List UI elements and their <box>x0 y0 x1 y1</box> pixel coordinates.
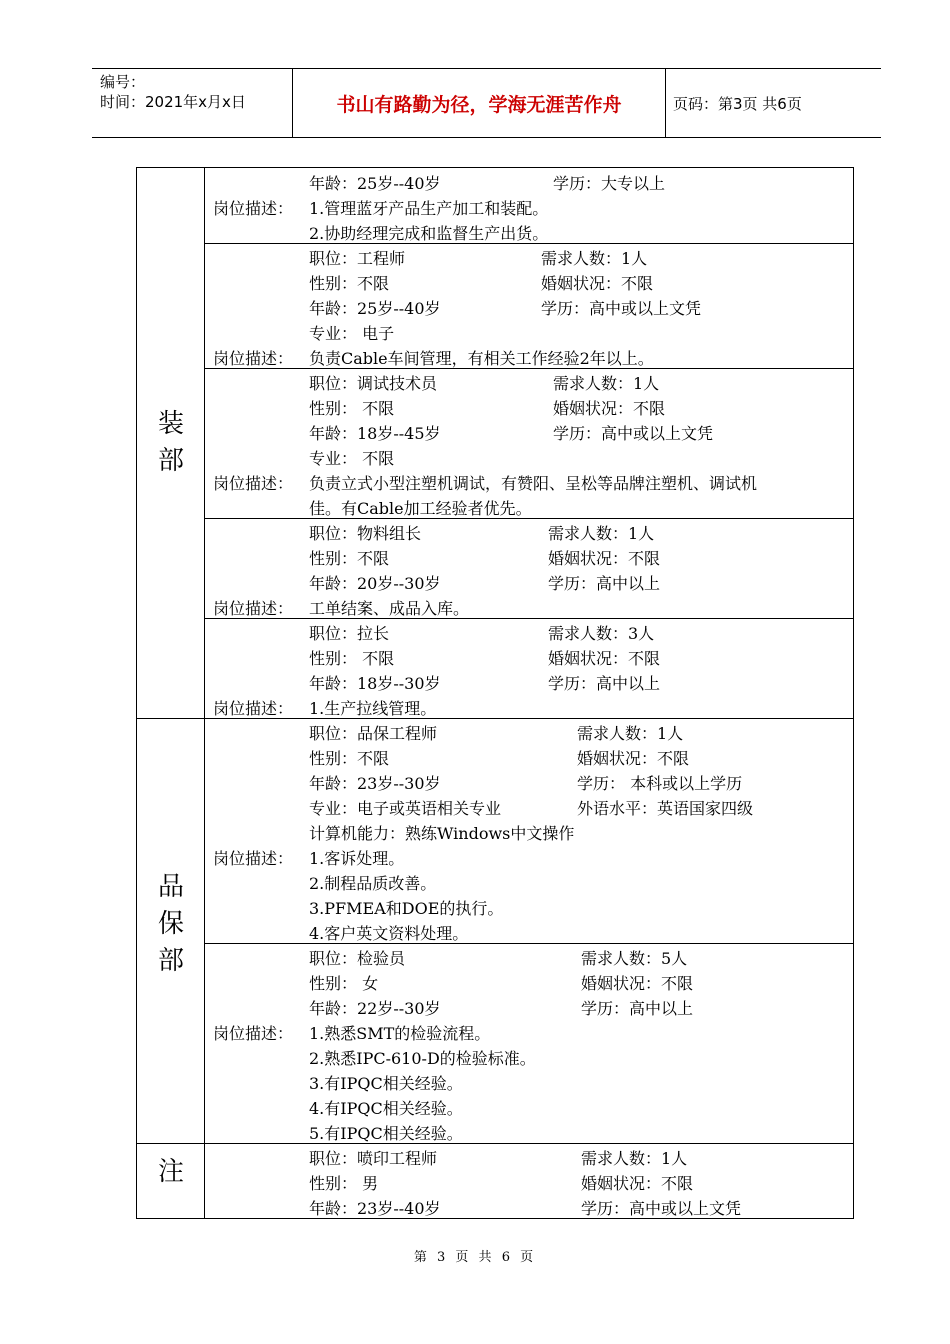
description-label: 岗位描述： <box>213 599 294 618</box>
field-text-right: 学历：高中以上 <box>548 574 661 593</box>
job-table <box>136 167 854 1219</box>
department-name-char: 保 <box>157 909 184 939</box>
field-text-right: 学历：大专以上 <box>553 174 666 193</box>
field-text: 2.制程品质改善。 <box>309 874 437 893</box>
page-number: 页码：第3页 共6页 <box>673 94 802 113</box>
description-label: 岗位描述： <box>213 1024 294 1043</box>
field-text: 年龄：25岁--40岁 <box>309 299 441 318</box>
field-text-right: 婚姻状况：不限 <box>581 974 694 993</box>
field-text-right: 学历： 本科或以上学历 <box>577 774 743 793</box>
field-text: 1.熟悉SMT的检验流程。 <box>309 1024 491 1043</box>
field-text: 5.有IPQC相关经验。 <box>309 1124 463 1143</box>
field-text: 年龄：22岁--30岁 <box>309 999 441 1018</box>
field-text-right: 需求人数：5人 <box>581 949 688 968</box>
field-text: 职位：品保工程师 <box>309 724 438 743</box>
field-text-right: 需求人数：3人 <box>548 624 655 643</box>
field-text: 计算机能力：熟练Windows中文操作 <box>309 824 575 843</box>
field-text-right: 婚姻状况：不限 <box>577 749 690 768</box>
field-text: 性别： 不限 <box>309 649 395 668</box>
field-text: 1.客诉处理。 <box>309 849 405 868</box>
code-label: 编号： <box>100 73 146 91</box>
field-text: 职位：喷印工程师 <box>309 1149 438 1168</box>
field-text-right: 学历：高中或以上文凭 <box>581 1199 742 1218</box>
field-text-right: 外语水平：英语国家四级 <box>577 799 754 818</box>
field-text: 性别： 女 <box>309 974 379 993</box>
header-motto-cell <box>292 69 666 137</box>
field-text: 4.客户英文资料处理。 <box>309 924 469 943</box>
field-text-right: 需求人数：1人 <box>548 524 655 543</box>
department-name-char: 品 <box>157 872 184 902</box>
field-text-right: 婚姻状况：不限 <box>581 1174 694 1193</box>
description-label: 岗位描述： <box>213 199 294 218</box>
row-divider <box>204 943 853 944</box>
time-label: 时间：2021年x月x日 <box>100 93 246 111</box>
department-name-char: 注 <box>157 1157 184 1187</box>
department-name-char: 部 <box>157 946 184 976</box>
field-text: 年龄：23岁--30岁 <box>309 774 441 793</box>
field-text-right: 需求人数：1人 <box>553 374 660 393</box>
header-meta <box>92 69 292 137</box>
field-text: 年龄：25岁--40岁 <box>309 174 441 193</box>
page-footer: 第 3 页 共 6 页 <box>413 1250 537 1265</box>
description-label: 岗位描述： <box>213 349 294 368</box>
field-text: 3.有IPQC相关经验。 <box>309 1074 463 1093</box>
field-text: 年龄：18岁--45岁 <box>309 424 441 443</box>
field-text-right: 学历：高中或以上文凭 <box>553 424 714 443</box>
field-text: 性别： 男 <box>309 1174 379 1193</box>
row-divider <box>204 718 853 719</box>
description-label: 岗位描述： <box>213 699 294 718</box>
field-text: 2.熟悉IPC-610-D的检验标准。 <box>309 1049 536 1068</box>
field-text-right: 需求人数：1人 <box>541 249 648 268</box>
field-text: 年龄：20岁--30岁 <box>309 574 441 593</box>
field-text: 佳。有Cable加工经验者优先。 <box>309 499 532 518</box>
department-name-char: 装 <box>157 409 184 439</box>
field-text-right: 婚姻状况：不限 <box>541 274 654 293</box>
field-text: 工单结案、成品入库。 <box>309 599 470 618</box>
header-page-cell <box>665 69 881 137</box>
page-header <box>92 68 881 138</box>
field-text: 专业：电子或英语相关专业 <box>309 799 502 818</box>
field-text-right: 学历：高中以上 <box>581 999 694 1018</box>
field-text: 负责Cable车间管理，有相关工作经验2年以上。 <box>309 349 654 368</box>
field-text: 1.管理蓝牙产品生产加工和装配。 <box>309 199 549 218</box>
field-text: 职位：工程师 <box>309 249 406 268</box>
row-divider <box>204 1143 853 1144</box>
field-text: 性别：不限 <box>309 749 390 768</box>
field-text: 4.有IPQC相关经验。 <box>309 1099 463 1118</box>
description-label: 岗位描述： <box>213 849 294 868</box>
field-text-right: 学历：高中以上 <box>548 674 661 693</box>
field-text: 职位：调试技术员 <box>309 374 438 393</box>
field-text: 性别： 不限 <box>309 399 395 418</box>
field-text: 职位：检验员 <box>309 949 406 968</box>
field-text: 年龄：18岁--30岁 <box>309 674 441 693</box>
field-text: 职位：拉长 <box>309 624 390 643</box>
field-text: 负责立式小型注塑机调试，有赞阳、呈松等品牌注塑机、调试机 <box>309 474 758 493</box>
field-text: 性别：不限 <box>309 274 390 293</box>
field-text: 年龄：23岁--40岁 <box>309 1199 441 1218</box>
field-text: 职位：物料组长 <box>309 524 422 543</box>
field-text-right: 婚姻状况：不限 <box>548 549 661 568</box>
row-divider <box>204 618 853 619</box>
field-text: 性别：不限 <box>309 549 390 568</box>
field-text-right: 婚姻状况：不限 <box>553 399 666 418</box>
motto: 书山有路勤为径，学海无涯苦作舟 <box>336 93 622 116</box>
field-text-right: 需求人数：1人 <box>577 724 684 743</box>
field-text: 2.协助经理完成和监督生产出货。 <box>309 224 549 243</box>
field-text: 专业： 电子 <box>309 324 395 343</box>
description-label: 岗位描述： <box>213 474 294 493</box>
field-text: 1.生产拉线管理。 <box>309 699 437 718</box>
department-name-char: 部 <box>157 446 184 476</box>
field-text: 3.PFMEA和DOE的执行。 <box>309 899 504 918</box>
field-text: 专业： 不限 <box>309 449 395 468</box>
field-text-right: 学历：高中或以上文凭 <box>541 299 702 318</box>
field-text-right: 婚姻状况：不限 <box>548 649 661 668</box>
field-text-right: 需求人数：1人 <box>581 1149 688 1168</box>
